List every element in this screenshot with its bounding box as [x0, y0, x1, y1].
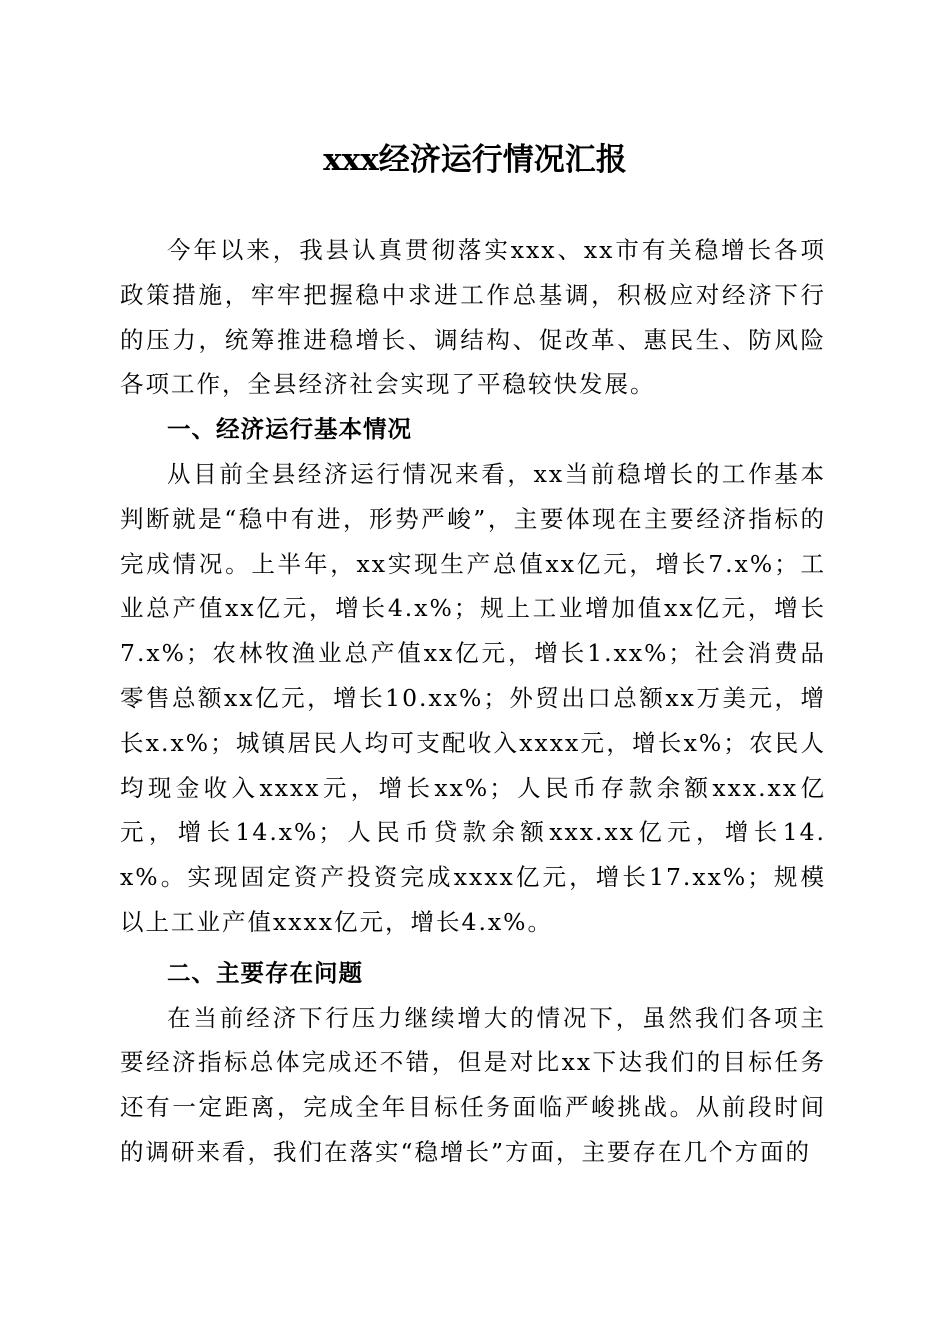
document-body — [120, 228, 826, 1175]
section-heading-basic-situation: 一、经济运行基本情况 — [167, 415, 412, 444]
section-heading-main-problems: 二、主要存在问题 — [167, 958, 363, 987]
section-paragraph-basic-situation: 从目前全县经济运行情况来看，xx当前稳增长的工作基本判断就是“稳中有进，形势严峻”，主要体现在主要经济指标的完成情况。上半年，xx实现生产总值xx亿元，增长7.x%；工业总产值xx亿元，增长4.x%；规上工业增加值xx亿元，增长7.x%；农林牧渔业总产值xx亿元，增长1.xx%；社会消费品零售总额xx亿元，增长10.xx%；外贸出口总额xx万美元，增长x.x%；城镇居民人均可支配收入xxxx元，增长x%；农民人均现金收入xxxx元，增长xx%；人民币存款余额xxx.xx亿元，增长14.x%；人民币贷款余额xxx.xx亿元，增长14.x%。实现固定资产投资完成xxxx亿元，增长17.xx%；规模以上工业产值xxxx亿元，增长4.x%。 — [120, 459, 826, 936]
intro-paragraph: 今年以来，我县认真贯彻落实xxx、xx市有关稳增长各项政策措施，牢牢把握稳中求进工作总基调，积极应对经济下行的压力，统筹推进稳增长、调结构、促改革、惠民生、防风险各项工作，全县经济社会实现了平稳较快发展。 — [120, 236, 826, 399]
section-paragraph-main-problems: 在当前经济下行压力继续增大的情况下，虽然我们各项主要经济指标总体完成还不错，但是对比xx下达我们的目标任务还有一定距离，完成全年目标任务面临严峻挑战。从前段时间的调研来看，我们在落实“稳增长”方面，主要存在几个方面的 — [120, 1003, 826, 1166]
document-title: xxx经济运行情况汇报 — [323, 142, 627, 178]
